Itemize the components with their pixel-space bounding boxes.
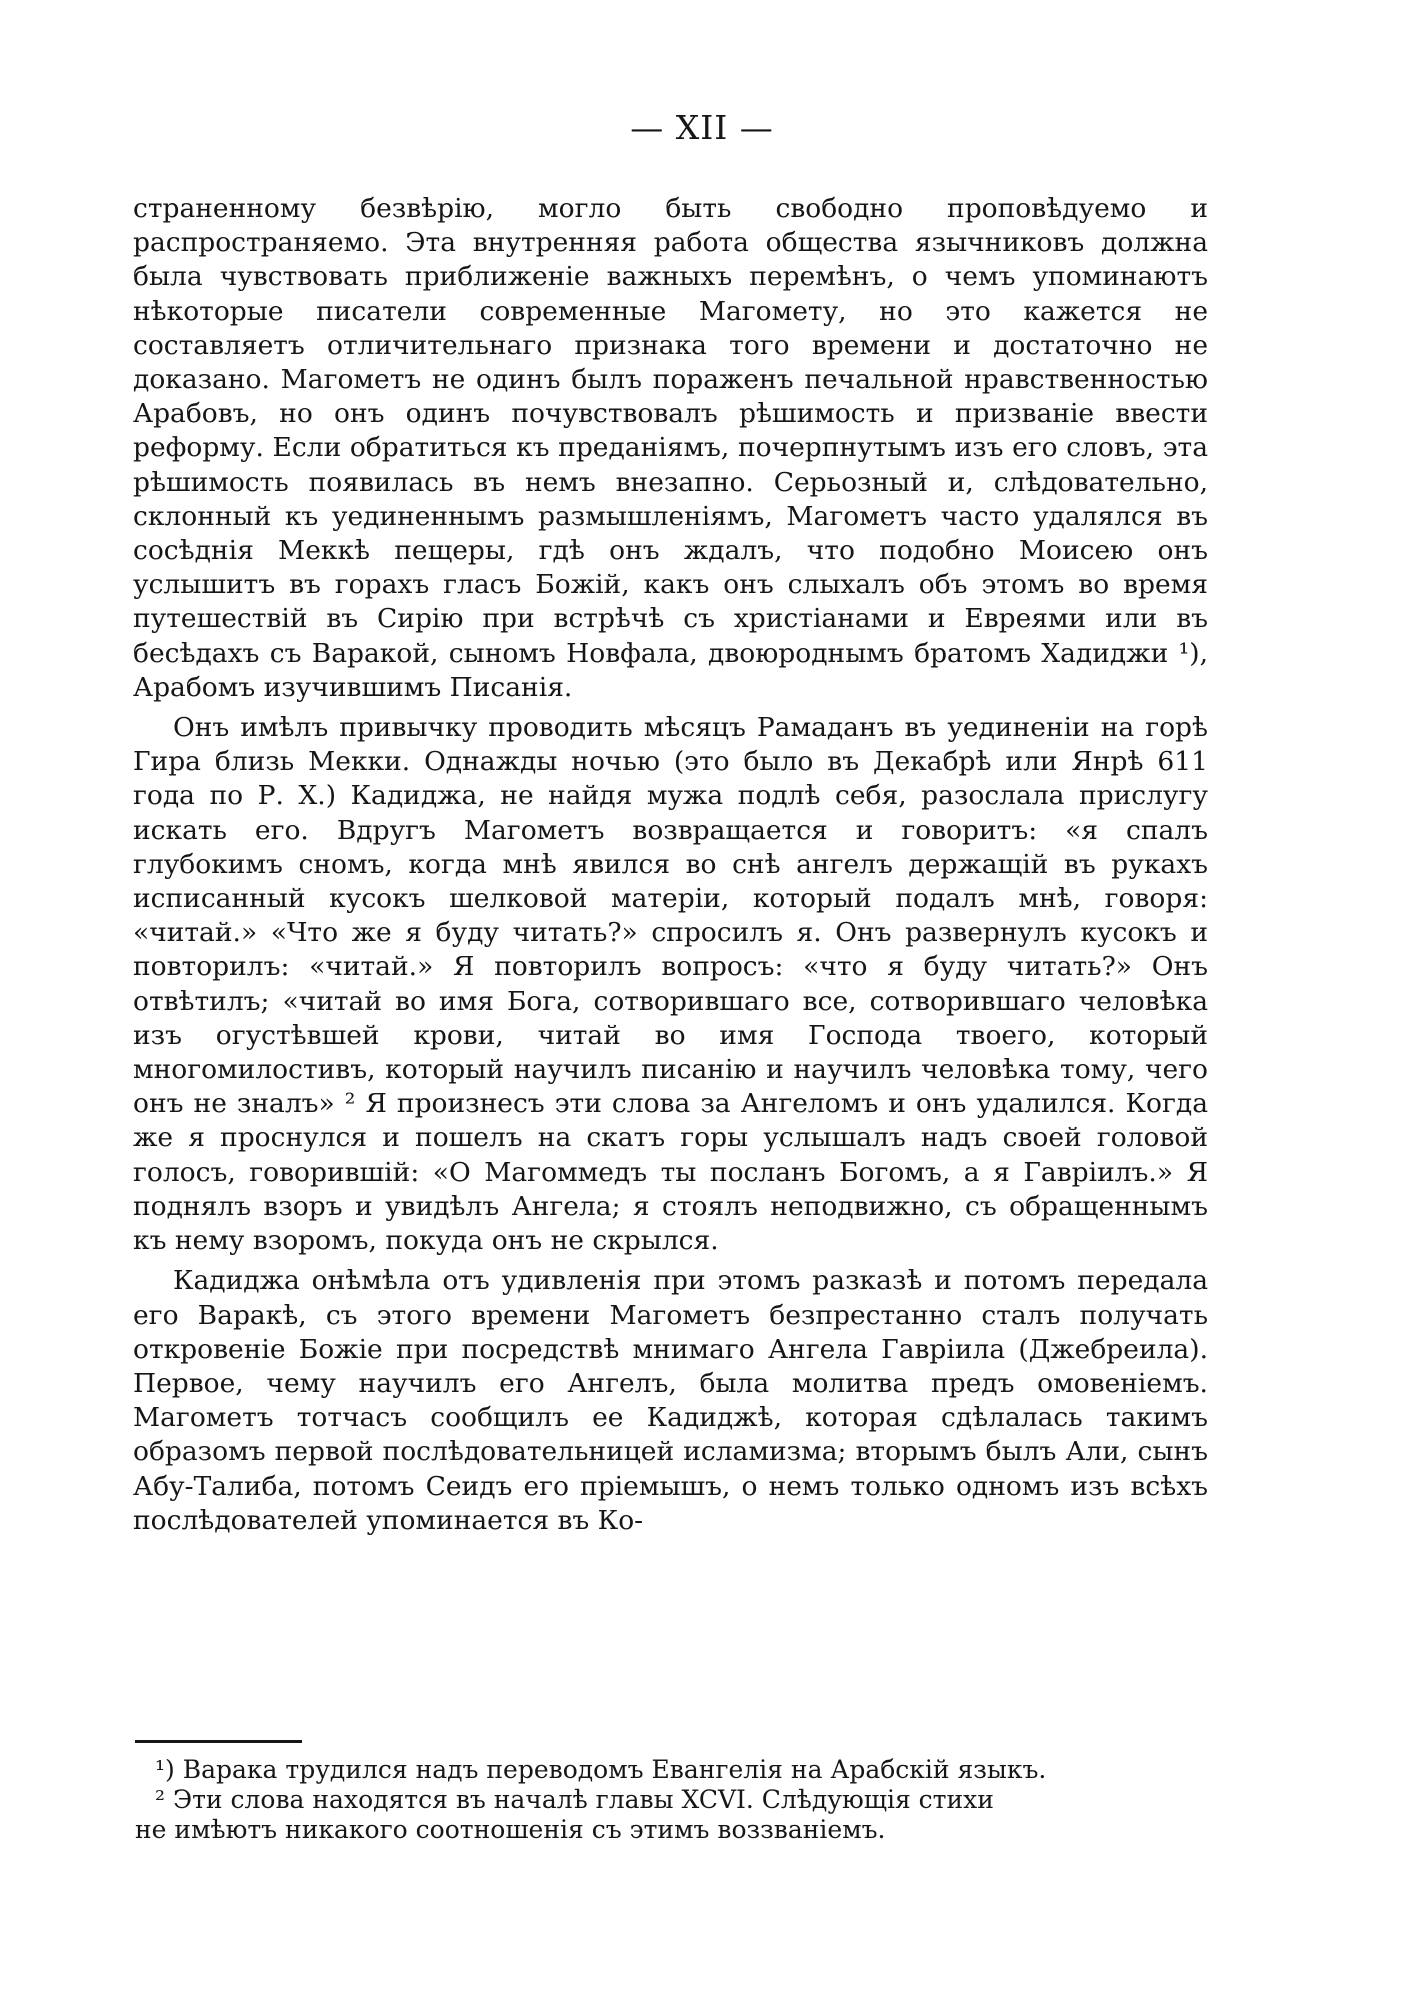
page-number: — XII — <box>630 108 774 147</box>
footnote-2-continuation: не имѣютъ никакого соотношенія съ этимъ воззваніемъ. <box>135 1815 886 1844</box>
body-text <box>133 192 1208 1538</box>
footnote-1: ¹) Варака трудился надъ переводомъ Евангелія на Арабскій языкъ. <box>155 1755 1047 1784</box>
footnote-separator <box>135 1740 302 1743</box>
paragraph-2: Онъ имѣлъ привычку проводить мѣсяцъ Рамаданъ въ уединеніи на горѣ Гира близь Мекки. Однажды ночью (это было въ Декабрѣ или Янрѣ 611 года по Р. Х.) Кадиджа, не найдя мужа подлѣ себя, разослала прислугу искать его. Вдругъ Магометъ возвращается и говоритъ: «я спалъ глубокимъ сномъ, когда мнѣ явился во снѣ ангелъ держащій въ рукахъ исписанный кусокъ шелковой матеріи, который подалъ мнѣ, говоря: «читай.» «Что же я буду читать?» спросилъ я. Онъ развернулъ кусокъ и повторилъ: «читай.» Я повторилъ вопросъ: «что я буду читать?» Онъ отвѣтилъ; «читай во имя Бога, сотворившаго все, сотворившаго человѣка изъ огустѣвшей крови, читай во имя Господа твоего, который многомилостивъ, который научилъ писанію и научилъ человѣка тому, чего онъ не зналъ» ² Я произнесъ эти слова за Ангеломъ и онъ удалился. Когда же я проснулся и пошелъ на скатъ горы услышалъ надъ своей головой голосъ, говорившій: «О Магоммедъ ты посланъ Богомъ, а я Гавріилъ.» Я поднялъ взоръ и увидѣлъ Ангела; я стоялъ неподвижно, съ обращеннымъ къ нему взоромъ, покуда онъ не скрылся. <box>133 712 1208 1257</box>
paragraph-1: страненному безвѣрію, могло быть свободно проповѣдуемо и распространяемо. Эта внутренняя работа общества язычниковъ должна была чувствовать приближеніе важныхъ перемѣнъ, о чемъ упоминаютъ нѣкоторые писатели современные Магомету, но это кажется не составляетъ отличительнаго признака того времени и достаточно не доказано. Магометъ не одинъ былъ пораженъ печальной нравственностью Арабовъ, но онъ одинъ почувствовалъ рѣшимость и призваніе ввести реформу. Если обратиться къ преданіямъ, почерпнутымъ изъ его словъ, эта рѣшимость появилась въ немъ внезапно. Серьозный и, слѣдовательно, склонный къ уединеннымъ размышленіямъ, Магометъ часто удалялся въ сосѣднія Меккѣ пещеры, гдѣ онъ ждалъ, что подобно Моисею онъ услышитъ въ горахъ гласъ Божій, какъ онъ слыхалъ объ этомъ во время путешествій въ Сирію при встрѣчѣ съ христіанами и Евреями или въ бесѣдахъ съ Варакой, сыномъ Новфала, двоюроднымъ братомъ Хадиджи ¹), Арабомъ изучившимъ Писанія. <box>133 193 1208 703</box>
footnote-2: ² Эти слова находятся въ началѣ главы XCVI. Слѣдующія стихи <box>155 1785 994 1814</box>
paragraph-3: Кадиджа онѣмѣла отъ удивленія при этомъ разказѣ и потомъ передала его Варакѣ, съ этого времени Магометъ безпрестанно сталъ получать откровеніе Божіе при посредствѣ мнимаго Ангела Гавріила (Джебреила). Первое, чему научилъ его Ангелъ, была молитва предъ омовеніемъ. Магометъ тотчасъ сообщилъ ее Кадиджѣ, которая сдѣлалась такимъ образомъ первой послѣдовательницей исламизма; вторымъ былъ Али, сынъ Абу-Талиба, потомъ Сеидъ его пріемышъ, о немъ только одномъ изъ всѣхъ послѣдователей упоминается въ Ко- <box>133 1265 1208 1536</box>
footnotes <box>135 1755 1205 1845</box>
